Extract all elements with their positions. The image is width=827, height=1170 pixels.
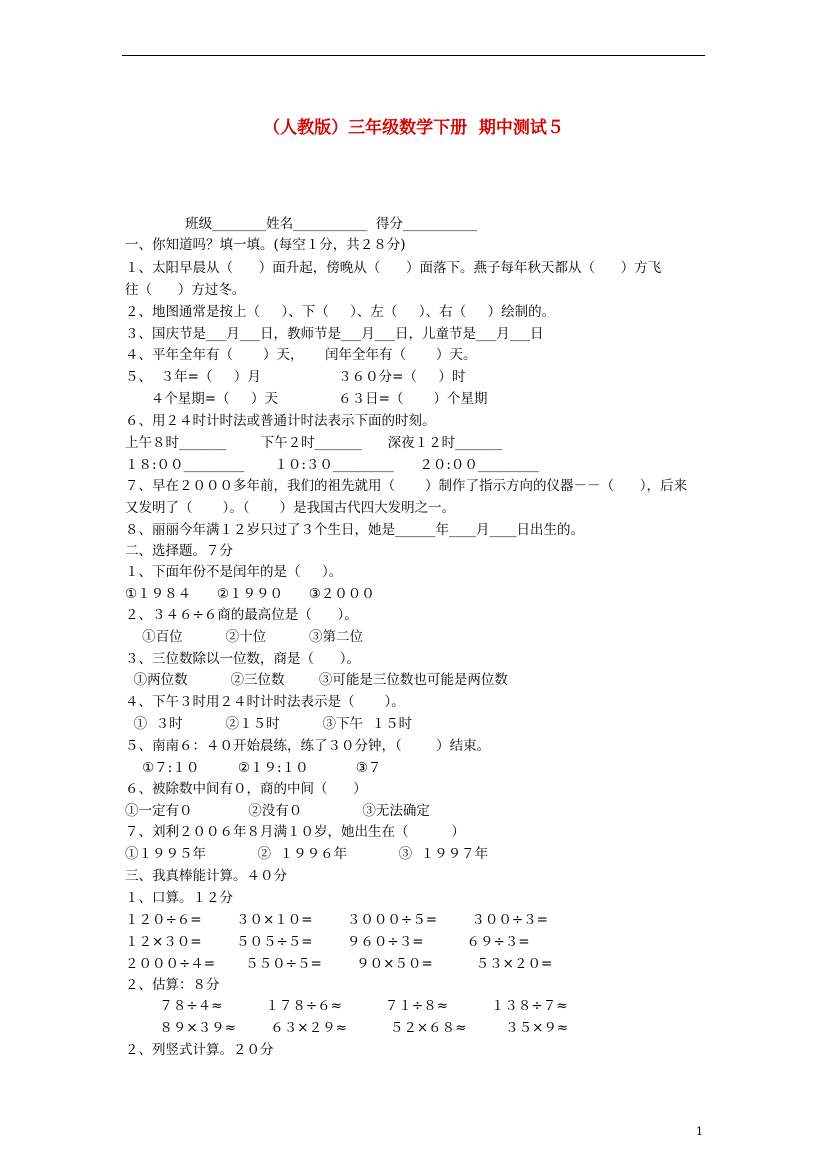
text-line: 一、你知道吗？填一填。(每空１分，共２８分): [125, 237, 406, 253]
text-line: ７８÷４≈ １７８÷６≈ ７１÷８≈ １３８÷７≈: [125, 998, 568, 1014]
text-line: １２０÷６= ３０×１０= ３０００÷５= ３００÷３=: [125, 912, 548, 928]
text-line: ５、 ３年=（ ）月 ３６０分=（ ）时: [125, 369, 466, 385]
text-line: １、口算。１２分: [125, 890, 233, 906]
text-line: ６、用２４时计时法或普通计时法表示下面的时刻。: [125, 413, 436, 429]
text-line: ① ３时 ②１５时 ③下午 １５时: [125, 716, 413, 732]
text-line: １２×３０= ５０５÷５= ９６０÷３= ６９÷３=: [125, 934, 530, 950]
text-line: ①百位 ②十位 ③第二位: [125, 629, 363, 645]
text-line: ３、三位数除以一位数，商是（ ）。: [125, 651, 360, 667]
page-title: （人教版）三年级数学下册 期中测试５: [263, 118, 564, 138]
page-number: 1: [696, 1125, 703, 1138]
text-line: ①１９９５年 ② １９９６年 ③ １９９７年: [125, 846, 489, 862]
text-line: １、太阳早晨从（ ）面升起，傍晚从（ ）面落下。燕子每年秋天都从（ ）方飞: [125, 260, 662, 276]
text-line: ４、平年全年有（ ）天， 闰年全年有（ ）天。: [125, 347, 477, 363]
text-line: ①１９８４ ②１９９０ ③２０００: [125, 586, 375, 602]
text-line: ３、国庆节是___月___日，教师节是___月___日，儿童节是___月___日: [125, 326, 544, 342]
text-line: ４个星期=（ ）天 ６３日=（ ）个星期: [125, 391, 488, 407]
text-line: ７、早在２０００多年前，我们的祖先就用（ ）制作了指示方向的仪器－－（ ），后来: [125, 478, 688, 494]
text-line: ２、估算：８分: [125, 977, 220, 993]
text-line: １、下面年份不是闰年的是（ ）。: [125, 564, 343, 580]
text-line: ４、下午３时用２４时计时法表示是（ ）。: [125, 694, 405, 710]
text-line: ８９×３９≈ ６３×２９≈ ５２×６８≈ ３５×９≈: [125, 1020, 569, 1036]
text-line: ①７:１０ ②１９:１０ ③７: [125, 760, 382, 776]
text-line: ２０００÷４= ５５０÷５= ９０×５０= ５３×２０=: [125, 956, 553, 972]
text-line: ７、刘利２００６年８月满１０岁，她出生在（ ）: [125, 824, 465, 840]
text-line: ８、丽丽今年满１２岁只过了３个生日，她是______年____月____日出生的。: [125, 522, 584, 538]
text-line: １８:００_________ １０:３０_________ ２０:００_________: [125, 457, 539, 473]
section-heading: 三、我真棒能计算。４０分: [125, 868, 287, 884]
header-info: 班级________姓名___________ 得分___________: [125, 216, 478, 232]
text-line: 上午８时_______ 下午２时_______ 深夜１２时_______: [125, 435, 503, 451]
text-line: ①两位数 ②三位数 ③可能是三位数也可能是两位数: [125, 672, 508, 688]
text-line: ２、列竖式计算。２０分: [125, 1042, 274, 1058]
text-line: ①一定有０ ②没有０ ③无法确定: [125, 803, 430, 819]
header-rule: [122, 55, 705, 56]
text-line: 又发明了（ ）。（ ）是我国古代四大发明之一。: [125, 500, 456, 516]
text-line: ２、３４６÷６商的最高位是（ ）。: [125, 607, 358, 623]
text-line: ６、被除数中间有０，商的中间（ ）: [125, 781, 367, 797]
text-line: ５、南南６：４０开始晨练，练了３０分钟，（ ）结束。: [125, 738, 491, 754]
section-heading: 二、选择题。７分: [125, 543, 233, 559]
text-line: ２、地图通常是按上（ ）、下（ ）、左（ ）、右（ ）绘制的。: [125, 304, 556, 320]
text-line: 往（ ）方过冬。: [125, 282, 246, 298]
